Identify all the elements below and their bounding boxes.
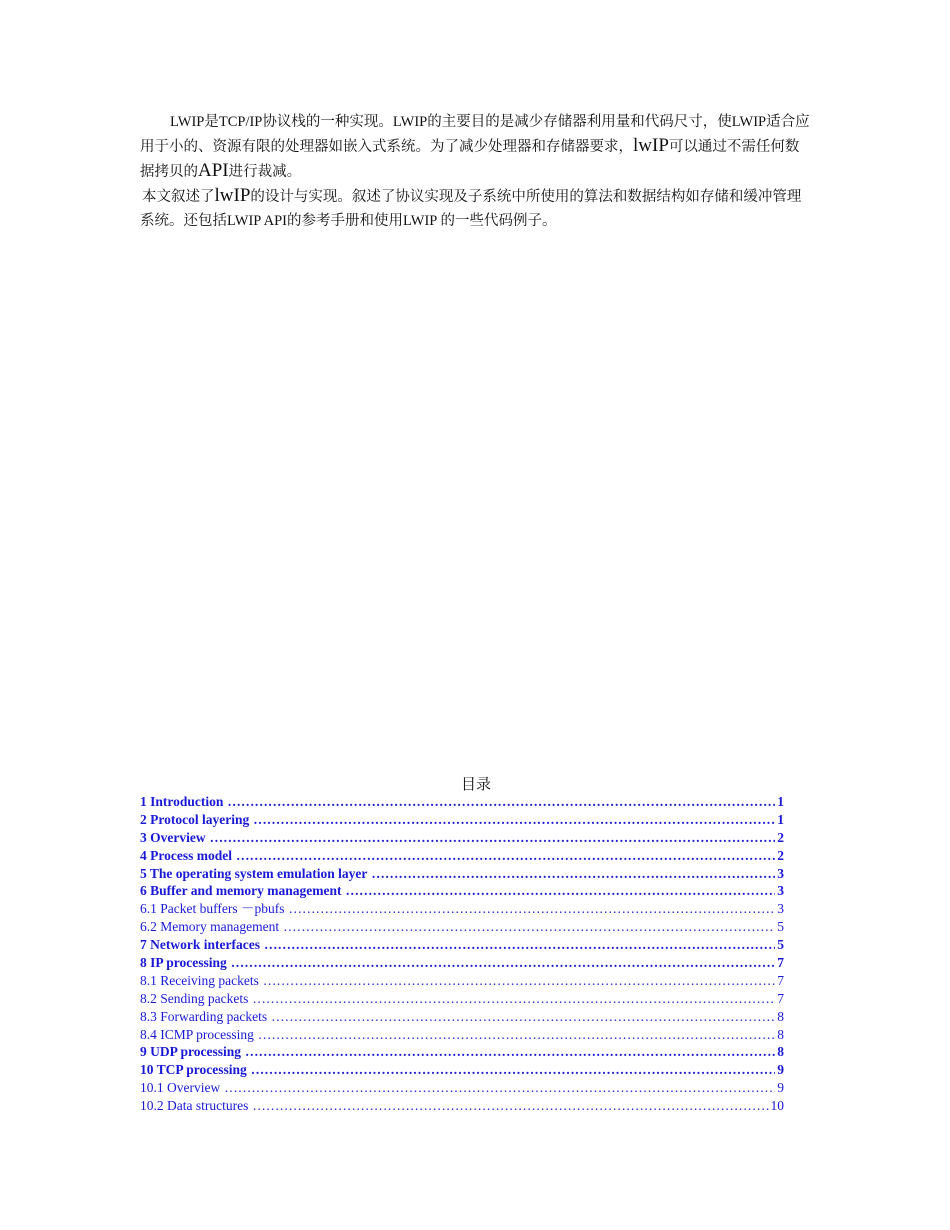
toc-entry[interactable]: [140, 1061, 784, 1079]
toc-entry-title[interactable]: 8 IP processing: [140, 955, 227, 971]
toc-entry-page-number[interactable]: 9: [777, 1080, 784, 1096]
toc-dot-leader: [271, 1008, 775, 1026]
toc-dot-leader: [264, 936, 775, 954]
toc-entry-page-number[interactable]: 10: [770, 1098, 784, 1114]
toc-entry[interactable]: [140, 1097, 784, 1115]
toc-entry-page-number[interactable]: 8: [777, 1044, 784, 1060]
abstract-text: 本文叙述了: [142, 189, 215, 205]
toc-entry-page-number[interactable]: 8: [777, 1008, 784, 1024]
toc-entry-page-number[interactable]: 3: [777, 901, 784, 917]
toc-entry-title[interactable]: 10 TCP processing: [140, 1062, 247, 1078]
toc-dot-leader: [227, 793, 775, 811]
toc-entry-page-number[interactable]: 9: [777, 1062, 784, 1078]
toc-entry-title[interactable]: 8.4 ICMP processing: [140, 1026, 254, 1042]
toc-entry-title[interactable]: 1 Introduction: [140, 794, 224, 809]
abstract-term-lwip: lwIP: [214, 185, 251, 206]
toc-entry[interactable]: [140, 990, 784, 1008]
table-of-contents: [140, 793, 784, 1115]
toc-entry[interactable]: [140, 847, 784, 865]
abstract-text: 的设计与实现。叙述了协议实现及子系统中所使用的算法和数据结构如存储和缓冲管理系统。还包括LWIP API的参考手册和使用LWIP 的一些代码例子。: [140, 189, 802, 229]
toc-entry-title[interactable]: 6.1 Packet buffers －pbufs: [140, 901, 285, 917]
toc-dot-leader: [283, 918, 775, 936]
toc-entry-page-number[interactable]: 3: [777, 865, 784, 881]
toc-entry[interactable]: [140, 1008, 784, 1026]
abstract-paragraph-2: [140, 184, 812, 233]
toc-entry[interactable]: [140, 936, 784, 954]
toc-entry-page-number[interactable]: 7: [777, 972, 784, 988]
toc-entry-title[interactable]: 2 Protocol layering: [140, 811, 250, 827]
toc-dot-leader: [251, 1061, 775, 1079]
toc-entry-title[interactable]: 4 Process model: [140, 847, 232, 863]
toc-dot-leader: [236, 847, 775, 865]
abstract-text: 进行裁减。: [228, 164, 302, 180]
toc-dot-leader: [253, 811, 775, 829]
toc-entry-title[interactable]: 5 The operating system emulation layer: [140, 865, 368, 881]
toc-entry[interactable]: [140, 972, 784, 990]
toc-entry-page-number[interactable]: 7: [777, 955, 784, 971]
toc-dot-leader: [224, 1079, 775, 1097]
toc-entry[interactable]: [140, 1026, 784, 1044]
toc-entry-title[interactable]: 7 Network interfaces: [140, 937, 260, 953]
toc-entry-title[interactable]: 6.2 Memory management: [140, 919, 280, 935]
toc-entry-page-number[interactable]: 2: [777, 829, 784, 845]
toc-entry[interactable]: [140, 1043, 784, 1061]
toc-entry-title[interactable]: 6 Buffer and memory management: [140, 883, 342, 899]
toc-entry-title[interactable]: 8.2 Sending packets: [140, 990, 249, 1006]
toc-dot-leader: [252, 990, 775, 1008]
toc-entry[interactable]: [140, 829, 784, 847]
abstract: [140, 110, 812, 233]
toc-dot-leader: [263, 972, 775, 990]
toc-entry-page-number[interactable]: 2: [777, 847, 784, 863]
toc-dot-leader: [258, 1026, 775, 1044]
toc-dot-leader: [371, 865, 775, 883]
toc-dot-leader: [231, 954, 775, 972]
toc-entry[interactable]: [140, 900, 784, 918]
toc-entry-page-number[interactable]: 1: [777, 794, 784, 809]
toc-dot-leader: [210, 829, 776, 847]
toc-entry-title[interactable]: 9 UDP processing: [140, 1044, 242, 1060]
toc-entry-title[interactable]: 10.1 Overview: [140, 1080, 221, 1096]
abstract-paragraph-1: [140, 110, 812, 184]
toc-entry[interactable]: [140, 1079, 784, 1097]
toc-entry[interactable]: [140, 865, 784, 883]
toc-entry-page-number[interactable]: 8: [777, 1026, 784, 1042]
toc-dot-leader: [252, 1097, 768, 1115]
toc-entry-title[interactable]: 8.3 Forwarding packets: [140, 1008, 268, 1024]
toc-entry[interactable]: [140, 811, 784, 829]
toc-entry-title[interactable]: 8.1 Receiving packets: [140, 972, 259, 988]
toc-entry-page-number[interactable]: 1: [777, 811, 784, 827]
toc-title: 目录: [460, 777, 491, 793]
toc-entry-title[interactable]: 3 Overview: [140, 829, 206, 845]
abstract-text: 可以通过不需任何数据拷贝的: [140, 139, 800, 180]
toc-entry-page-number[interactable]: 5: [777, 937, 784, 953]
toc-entry-page-number[interactable]: 5: [777, 919, 784, 935]
toc-entry-page-number[interactable]: 3: [777, 883, 784, 899]
toc-dot-leader: [345, 882, 775, 900]
toc-entry[interactable]: [140, 882, 784, 900]
abstract-term-lwip: lwIP: [633, 135, 669, 156]
toc-entry-title[interactable]: 10.2 Data structures: [140, 1098, 249, 1114]
toc-entry[interactable]: [140, 793, 784, 811]
toc-entry[interactable]: [140, 954, 784, 972]
toc-entry-page-number[interactable]: 7: [777, 990, 784, 1006]
abstract-term-api: API: [198, 160, 229, 181]
toc-dot-leader: [245, 1043, 775, 1061]
abstract-text: LWIP是TCP/IP协议栈的一种实现。LWIP的主要目的是减少存储器利用量和代码尺寸，使LWIP适合应用于小的、资源有限的处理器如嵌入式系统。为了减少处理器和存储器要求，: [140, 114, 810, 155]
toc-dot-leader: [288, 900, 775, 918]
toc-entry[interactable]: [140, 918, 784, 936]
